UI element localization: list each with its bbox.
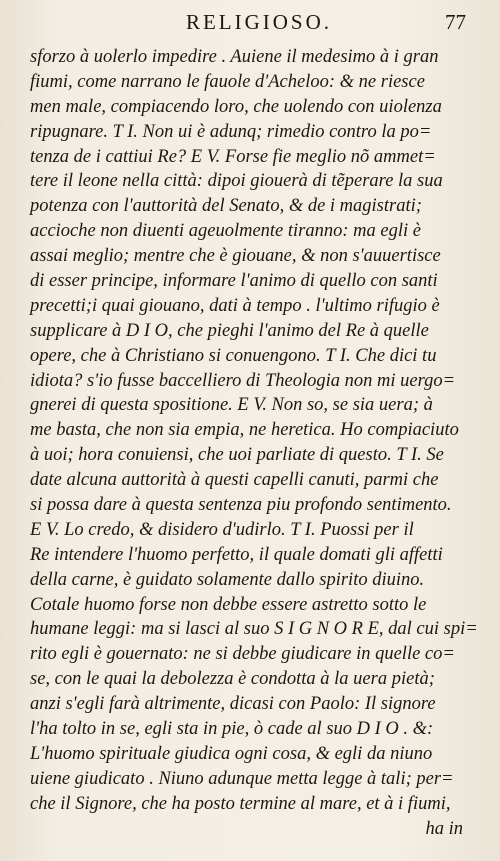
page-header xyxy=(0,0,500,40)
text-line: l'ha tolto in se, egli sta in pie, ò cade al suo D I O . &: xyxy=(30,719,434,740)
text-line: tenza de i cattiui Re? E V. Forse fie meglio nõ ammet= xyxy=(30,146,436,167)
catchword: ha in xyxy=(425,818,463,839)
text-line: gnerei di questa spositione. E V. Non so, se sia uera; à xyxy=(30,395,433,416)
text-line: humane leggi: ma si lasci al suo S I G N O R E, dal cui spi= xyxy=(30,619,478,640)
text-line: assai meglio; mentre che è giouane, & non s'auuertisce xyxy=(30,246,441,267)
text-line: tere il leone nella città: dipoi giouerà di tẽperare la sua xyxy=(30,171,443,192)
text-line: date alcuna auttorità à questi capelli canuti, parmi che xyxy=(30,470,439,491)
text-line: della carne, è guidato solamente dallo spirito diuino. xyxy=(30,569,425,590)
text-line: anzi s'egli farà altrimente, dicasi con Paolo: Il signore xyxy=(30,694,436,715)
text-line: à uoi; hora conuiensi, che uoi parliate di questo. T I. Se xyxy=(30,445,444,466)
body-text xyxy=(30,45,478,842)
text-line: se, con le quai la debolezza è condotta à la uera pietà; xyxy=(30,669,435,690)
page-number: 77 xyxy=(445,10,466,34)
text-line: opere, che à Christiano si conuengono. T I. Che dici tu xyxy=(30,345,437,366)
text-line: Re intendere l'huomo perfetto, il quale domati gli affetti xyxy=(30,544,443,565)
text-line: accioche non diuenti ageuolmente tiranno: ma egli è xyxy=(30,221,421,242)
running-head: RELIGIOSO. xyxy=(185,10,333,34)
text-line: supplicare à D I O, che pieghi l'animo del Re à quelle xyxy=(30,320,429,341)
text-line: L'huomo spirituale giudica ogni cosa, & egli da niuno xyxy=(30,743,433,764)
text-line: me basta, che non sia empia, ne heretica. Ho compiaciuto xyxy=(30,420,459,441)
text-line: fiumi, come narrano le fauole d'Acheloo: & ne riesce xyxy=(30,71,425,92)
text-line: si possa dare à questa sentenza piu profondo sentimento. xyxy=(30,495,452,516)
text-line: precetti;i quai giouano, dati à tempo . l'ultimo rifugio è xyxy=(30,295,440,316)
text-line: che il Signore, che ha posto termine al mare, et à i fiumi, xyxy=(30,793,451,814)
text-line: E V. Lo credo, & disidero d'udirlo. T I. Puossi per il xyxy=(30,519,414,540)
text-line: ripugnare. T I. Non ui è adunq; rimedio contro la po= xyxy=(30,121,432,142)
text-line: rito egli è gouernato: ne si debbe giudicare in quelle co= xyxy=(30,644,455,665)
text-line: sforzo à uolerlo impedire . Auiene il medesimo à i gran xyxy=(30,47,439,67)
text-line: Cotale huomo forse non debbe essere astretto sotto le xyxy=(30,594,427,615)
text-line: idiota? s'io fusse baccelliero di Theologia non mi uergo= xyxy=(30,370,456,391)
text-line: di esser principe, informare l'animo di quello con santi xyxy=(30,271,438,292)
text-line: potenza con l'auttorità del Senato, & de i magistrati; xyxy=(30,196,422,217)
text-line: uiene giudicato . Niuno adunque metta legge à tali; per= xyxy=(30,768,454,789)
text-line: men male, compiacendo loro, che uolendo con uiolenza xyxy=(30,96,442,117)
